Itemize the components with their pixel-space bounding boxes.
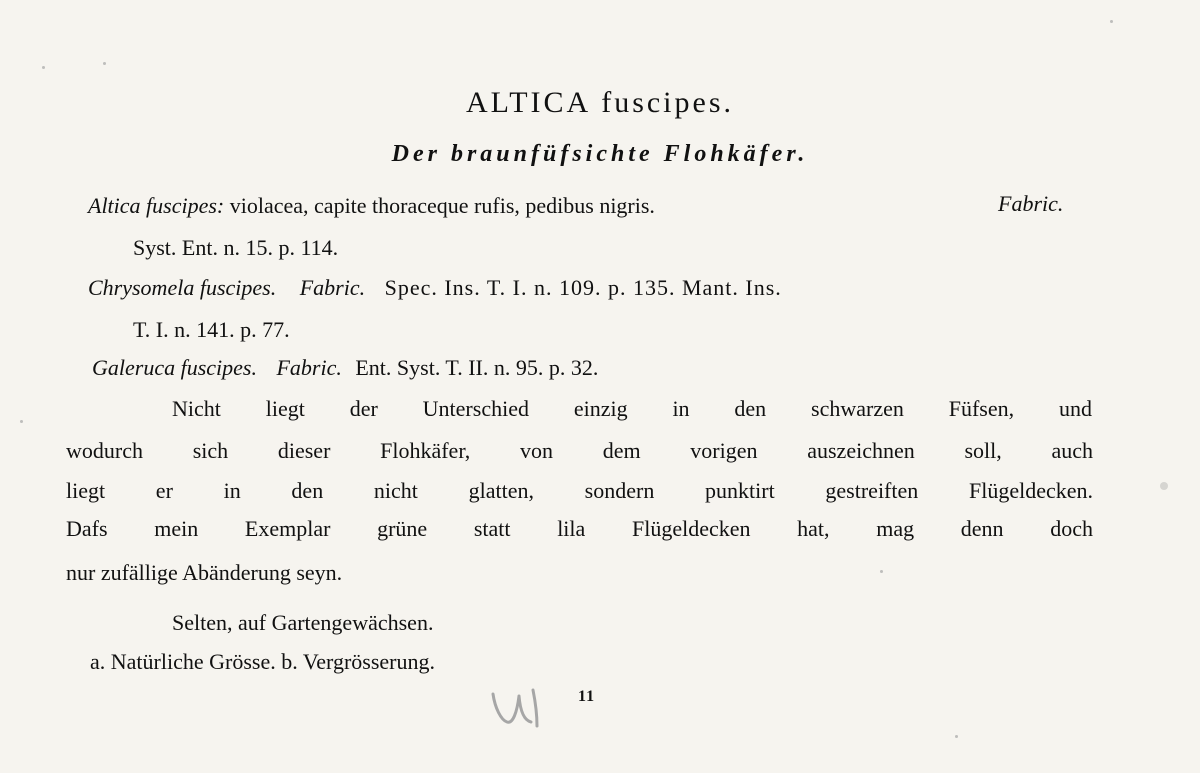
paper-speck xyxy=(1160,482,1168,490)
synonym-reference: Fabric. xyxy=(276,355,342,380)
page-title xyxy=(0,86,1200,120)
pencil-mark xyxy=(487,682,547,732)
synonym-description: violacea, capite thoraceque rufis, pedibus nigris. xyxy=(224,193,655,218)
synonym-entry-1 xyxy=(88,191,655,221)
title-species: fuscipes. xyxy=(601,86,735,119)
synonym-name: Chrysomela fuscipes. xyxy=(88,275,277,300)
title-genus: ALTICA xyxy=(465,86,592,119)
description-line: Dafs mein Exemplar grüne statt lila Flügeldecken hat, mag denn doch xyxy=(66,516,1093,541)
common-name-subtitle: Der braunfüfsichte Flohkäfer. xyxy=(391,141,809,167)
paper-speck xyxy=(955,735,958,738)
synonym-reference: Fabric. xyxy=(299,275,366,300)
description-line: Nicht liegt der Unterschied einzig in den schwarzen Füfsen, und xyxy=(172,396,1092,421)
synonym-citation: Ent. Syst. T. II. n. 95. p. 32. xyxy=(355,355,599,380)
synonym-entry-2 xyxy=(88,273,782,303)
paper-speck xyxy=(20,420,23,423)
synonym-name: Galeruca fuscipes. xyxy=(92,355,257,380)
paper-speck xyxy=(103,62,106,65)
synonym-entry-3 xyxy=(92,353,598,383)
synonym-citation: Spec. Ins. T. I. n. 109. p. 135. Mant. Ins. xyxy=(384,275,782,300)
paper-speck xyxy=(42,66,45,69)
description-line: liegt er in den nicht glatten, sondern punktirt gestreiften Flügeldecken. xyxy=(66,478,1093,503)
habitat-note: Selten, auf Gartengewächsen. xyxy=(172,610,434,635)
description-line: nur zufällige Abänderung seyn. xyxy=(66,560,343,585)
figure-legend: a. Natürliche Grösse. b. Vergrösserung. xyxy=(90,649,435,674)
synonym-entry-1-continued: Syst. Ent. n. 15. p. 114. xyxy=(133,235,339,260)
paper-speck xyxy=(880,570,883,573)
page-number: 11 xyxy=(578,688,596,705)
synonym-reference: Fabric. xyxy=(998,191,1064,216)
paper-speck xyxy=(1110,20,1113,23)
synonym-entry-2-continued: T. I. n. 141. p. 77. xyxy=(133,317,290,342)
description-line: wodurch sich dieser Flohkäfer, von dem vorigen auszeichnen soll, auch xyxy=(66,438,1093,463)
synonym-name: Altica fuscipes: xyxy=(88,193,225,218)
